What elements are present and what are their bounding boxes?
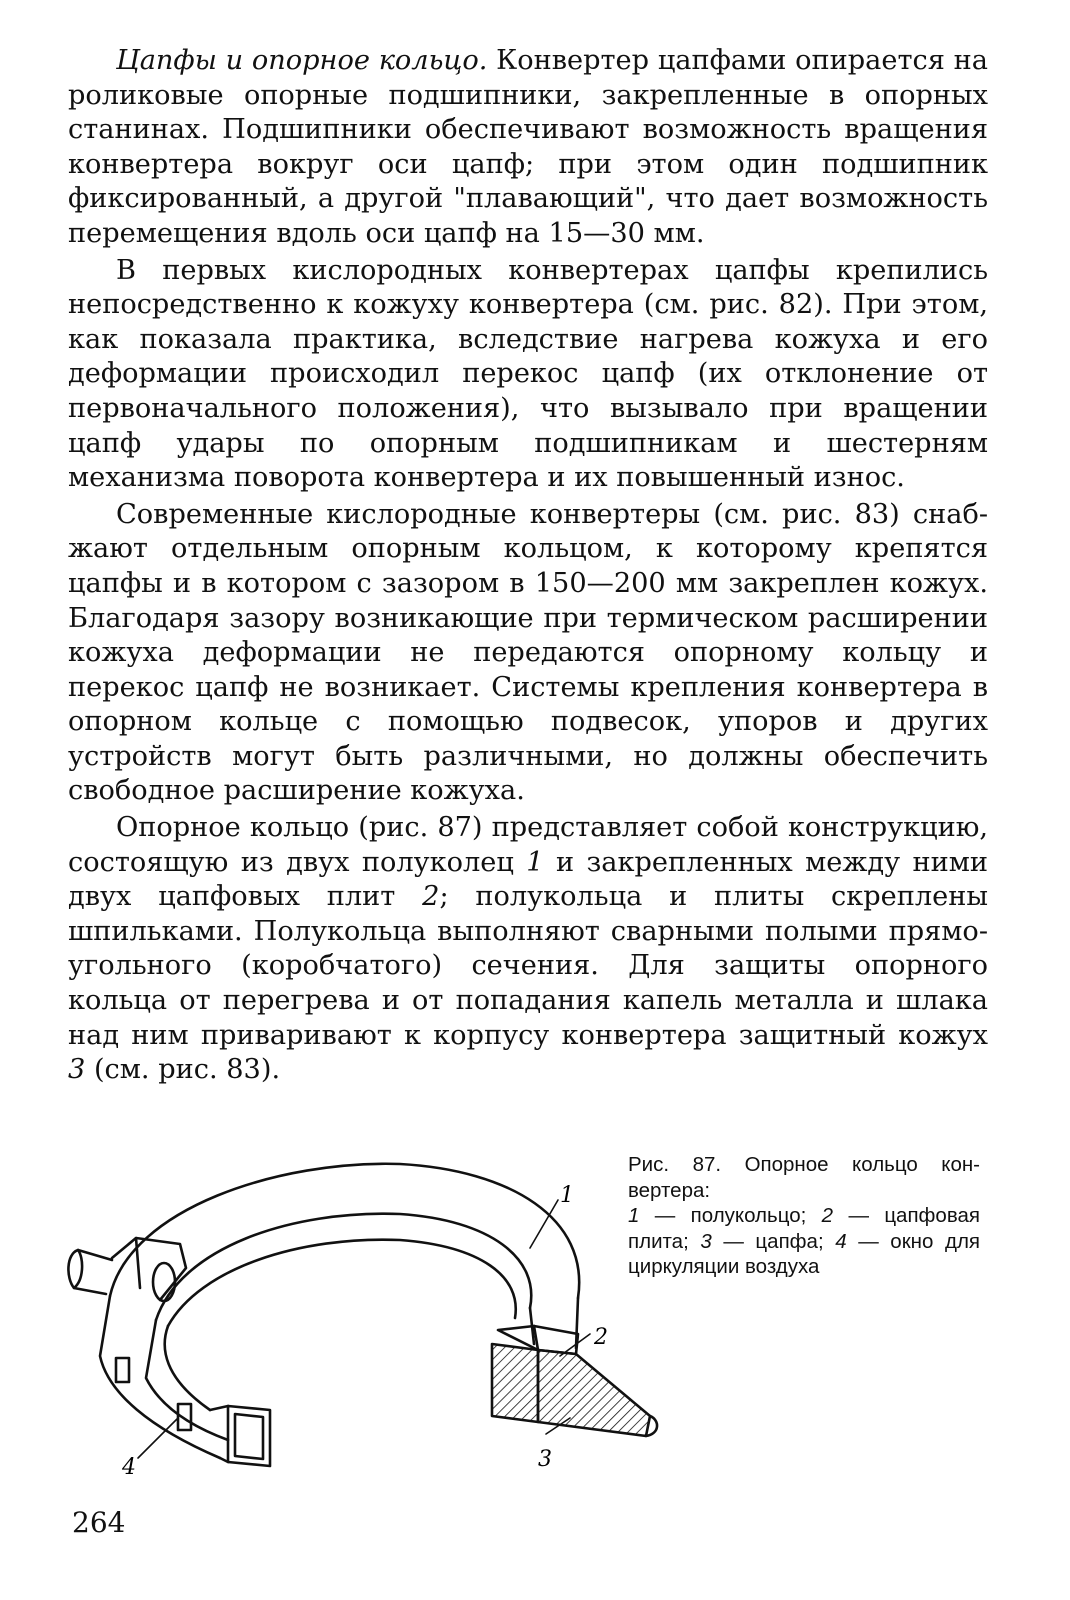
ref-number-2: 2 xyxy=(422,881,440,913)
ring-drawing xyxy=(60,1148,630,1478)
paragraph-1 xyxy=(68,44,988,252)
paragraph-4-part-a: Опорное кольцо (рис. 87) представляет собой конструкцию, состоящую из двух полуколец xyxy=(68,812,988,878)
figure-87-support-ring xyxy=(60,1148,630,1478)
paragraph-4-part-d: (см. рис. 83). xyxy=(85,1054,281,1086)
caption-num-2: 2 xyxy=(821,1204,834,1227)
paragraph-4-part-c: ; полукольца и плиты скреплены шпильками. Полукольца выполняют сварными полыми прямоугольного (коробчатого) сечения. Для защиты опорного кольца от перегрева и от попадания капель металла и шлака над ним приваривают к корпусу конвертера защитный кожух xyxy=(68,881,989,1051)
label-3: 3 xyxy=(538,1447,552,1472)
ring-inner-edge xyxy=(156,1214,531,1320)
caption-legend xyxy=(628,1203,980,1280)
label-2: 2 xyxy=(594,1325,608,1350)
caption-title: Рис. 87. Опорное кольцо конвертера: xyxy=(628,1153,980,1202)
paragraph-4 xyxy=(68,811,988,1088)
caption-text-4: — окно для циркуляции воздуха xyxy=(628,1229,981,1278)
air-window-1 xyxy=(116,1358,129,1382)
section-heading: Цапфы и опорное кольцо. xyxy=(116,45,488,76)
caption-text-3: — цапфа; xyxy=(711,1229,836,1253)
paragraph-3: Современные кислородные конвертеры (см. рис. 83) снабжают отдельным опорным кольцом, к которому крепятся цапфы и в котором с зазором в 150—200 мм закреплен кожух. Благодаря зазору возникающие при термическом расширении кожуха деформации не передаются опорному кольцу и перекос цапф не возникает. Системы крепления конвертера в опорном кольце с помощью подвесок, упоров и других устройств могут быть различными, но должны обеспечить свободное расширение кожуха. xyxy=(68,498,988,807)
caption-text-1: — полукольцо; xyxy=(639,1204,822,1227)
trunnion-right xyxy=(538,1350,650,1436)
ref-number-3: 3 xyxy=(68,1054,86,1086)
ring-outer-edge xyxy=(110,1164,579,1298)
page-number: 264 xyxy=(72,1506,126,1539)
label-1: 1 xyxy=(560,1183,574,1208)
page-body xyxy=(68,44,988,1088)
label-4: 4 xyxy=(122,1455,136,1480)
caption-num-1: 1 xyxy=(628,1204,640,1227)
paragraph-2: В первых кислородных конвертерах цапфы крепились непосредственно к кожуху конвертера (см. рис. 82). При этом, как показала практика, вследствие нагрева кожуха и его деформации происходил перекос цапф (их отклонение от первоначального положения), что вызывало при вращении цапф удары по опорным подшипникам и шестерням механизма поворота конвертера и их повышенный износ. xyxy=(68,254,988,494)
figure-caption xyxy=(628,1152,980,1280)
ref-number-1: 1 xyxy=(526,846,544,878)
paragraph-1-text: Конвертер цапфами опирается на роликовые опорные подшипники, закрепленные в опорных станинах. Подшипники обеспечивают возможность вращения конвертера вокруг оси цапф; при этом один подшипник фиксированный, а другой "плавающий", что дает возможность перемещения вдоль оси цапф на 15—30 мм. xyxy=(68,45,988,249)
paragraph-4-part-b: и закрепленных между ними двух цапфовых плит xyxy=(68,846,988,913)
caption-num-3: 3 xyxy=(700,1229,712,1253)
caption-text-2: — цапфовая плита; xyxy=(628,1204,980,1253)
caption-num-4: 4 xyxy=(835,1229,847,1253)
